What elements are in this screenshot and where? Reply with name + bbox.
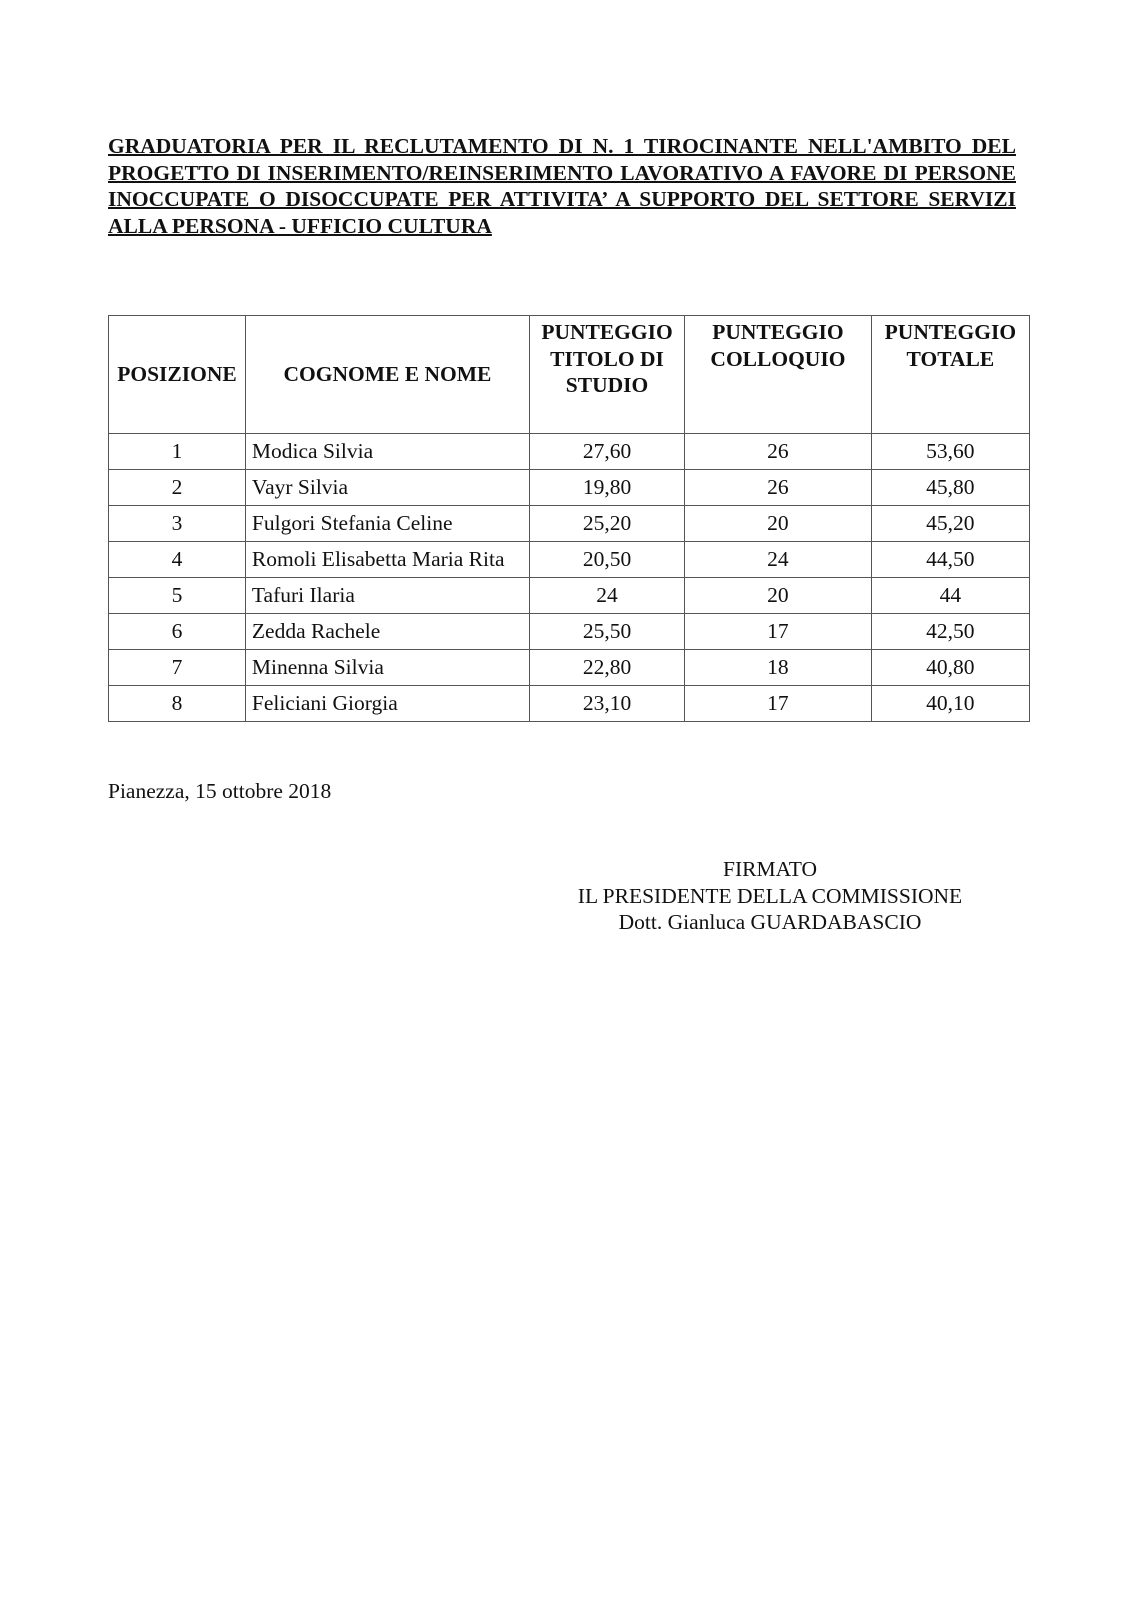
table-header-row (109, 316, 1030, 434)
cell-posizione: 8 (109, 686, 246, 722)
cell-colloquio: 26 (685, 470, 872, 506)
cell-totale: 45,80 (871, 470, 1029, 506)
cell-nome: Feliciani Giorgia (245, 686, 529, 722)
cell-titolo: 20,50 (529, 542, 684, 578)
cell-titolo: 19,80 (529, 470, 684, 506)
cell-nome: Fulgori Stefania Celine (245, 506, 529, 542)
cell-colloquio: 18 (685, 650, 872, 686)
table-row (109, 542, 1030, 578)
cell-posizione: 7 (109, 650, 246, 686)
signature-block (560, 856, 980, 936)
cell-totale: 44 (871, 578, 1029, 614)
cell-colloquio: 17 (685, 614, 872, 650)
cell-totale: 45,20 (871, 506, 1029, 542)
cell-posizione: 3 (109, 506, 246, 542)
signature-status: FIRMATO (723, 857, 817, 881)
cell-totale: 53,60 (871, 434, 1029, 470)
header-punteggio-totale: PUNTEGGIO TOTALE (871, 316, 1029, 434)
cell-titolo: 25,50 (529, 614, 684, 650)
table-row (109, 434, 1030, 470)
signature-name: Dott. Gianluca GUARDABASCIO (618, 910, 922, 934)
cell-titolo: 23,10 (529, 686, 684, 722)
place-date: Pianezza, 15 ottobre 2018 (108, 779, 332, 803)
cell-titolo: 22,80 (529, 650, 684, 686)
cell-nome: Minenna Silvia (245, 650, 529, 686)
table-row (109, 686, 1030, 722)
table-row (109, 614, 1030, 650)
cell-totale: 40,80 (871, 650, 1029, 686)
document-title: GRADUATORIA PER IL RECLUTAMENTO DI N. 1 TIROCINANTE NELL'AMBITO DEL PROGETTO DI INSERIMENTO/REINSERIMENTO LAVORATIVO A FAVORE DI PERSONE INOCCUPATE O DISOCCUPATE PER ATTIVITA’ A SUPPORTO DEL SETTORE SERVIZI ALLA PERSONA - UFFICIO CULTURA (108, 134, 1016, 238)
cell-colloquio: 20 (685, 578, 872, 614)
header-posizione: POSIZIONE (109, 316, 246, 434)
cell-totale: 44,50 (871, 542, 1029, 578)
header-punteggio-colloquio: PUNTEGGIO COLLOQUIO (685, 316, 872, 434)
signature-role: IL PRESIDENTE DELLA COMMISSIONE (577, 883, 963, 908)
cell-posizione: 4 (109, 542, 246, 578)
table-row (109, 506, 1030, 542)
cell-nome: Romoli Elisabetta Maria Rita (245, 542, 529, 578)
cell-totale: 42,50 (871, 614, 1029, 650)
cell-nome: Zedda Rachele (245, 614, 529, 650)
cell-nome: Modica Silvia (245, 434, 529, 470)
cell-nome: Tafuri Ilaria (245, 578, 529, 614)
table-row (109, 650, 1030, 686)
header-cognome-nome: COGNOME E NOME (245, 316, 529, 434)
cell-colloquio: 24 (685, 542, 872, 578)
cell-colloquio: 20 (685, 506, 872, 542)
cell-totale: 40,10 (871, 686, 1029, 722)
cell-nome: Vayr Silvia (245, 470, 529, 506)
cell-colloquio: 26 (685, 434, 872, 470)
cell-posizione: 6 (109, 614, 246, 650)
header-punteggio-titolo: PUNTEGGIO TITOLO DI STUDIO (529, 316, 684, 434)
cell-titolo: 25,20 (529, 506, 684, 542)
cell-titolo: 24 (529, 578, 684, 614)
table-row (109, 578, 1030, 614)
cell-titolo: 27,60 (529, 434, 684, 470)
cell-posizione: 5 (109, 578, 246, 614)
table-row (109, 470, 1030, 506)
ranking-table (108, 315, 1030, 722)
cell-colloquio: 17 (685, 686, 872, 722)
cell-posizione: 1 (109, 434, 246, 470)
cell-posizione: 2 (109, 470, 246, 506)
